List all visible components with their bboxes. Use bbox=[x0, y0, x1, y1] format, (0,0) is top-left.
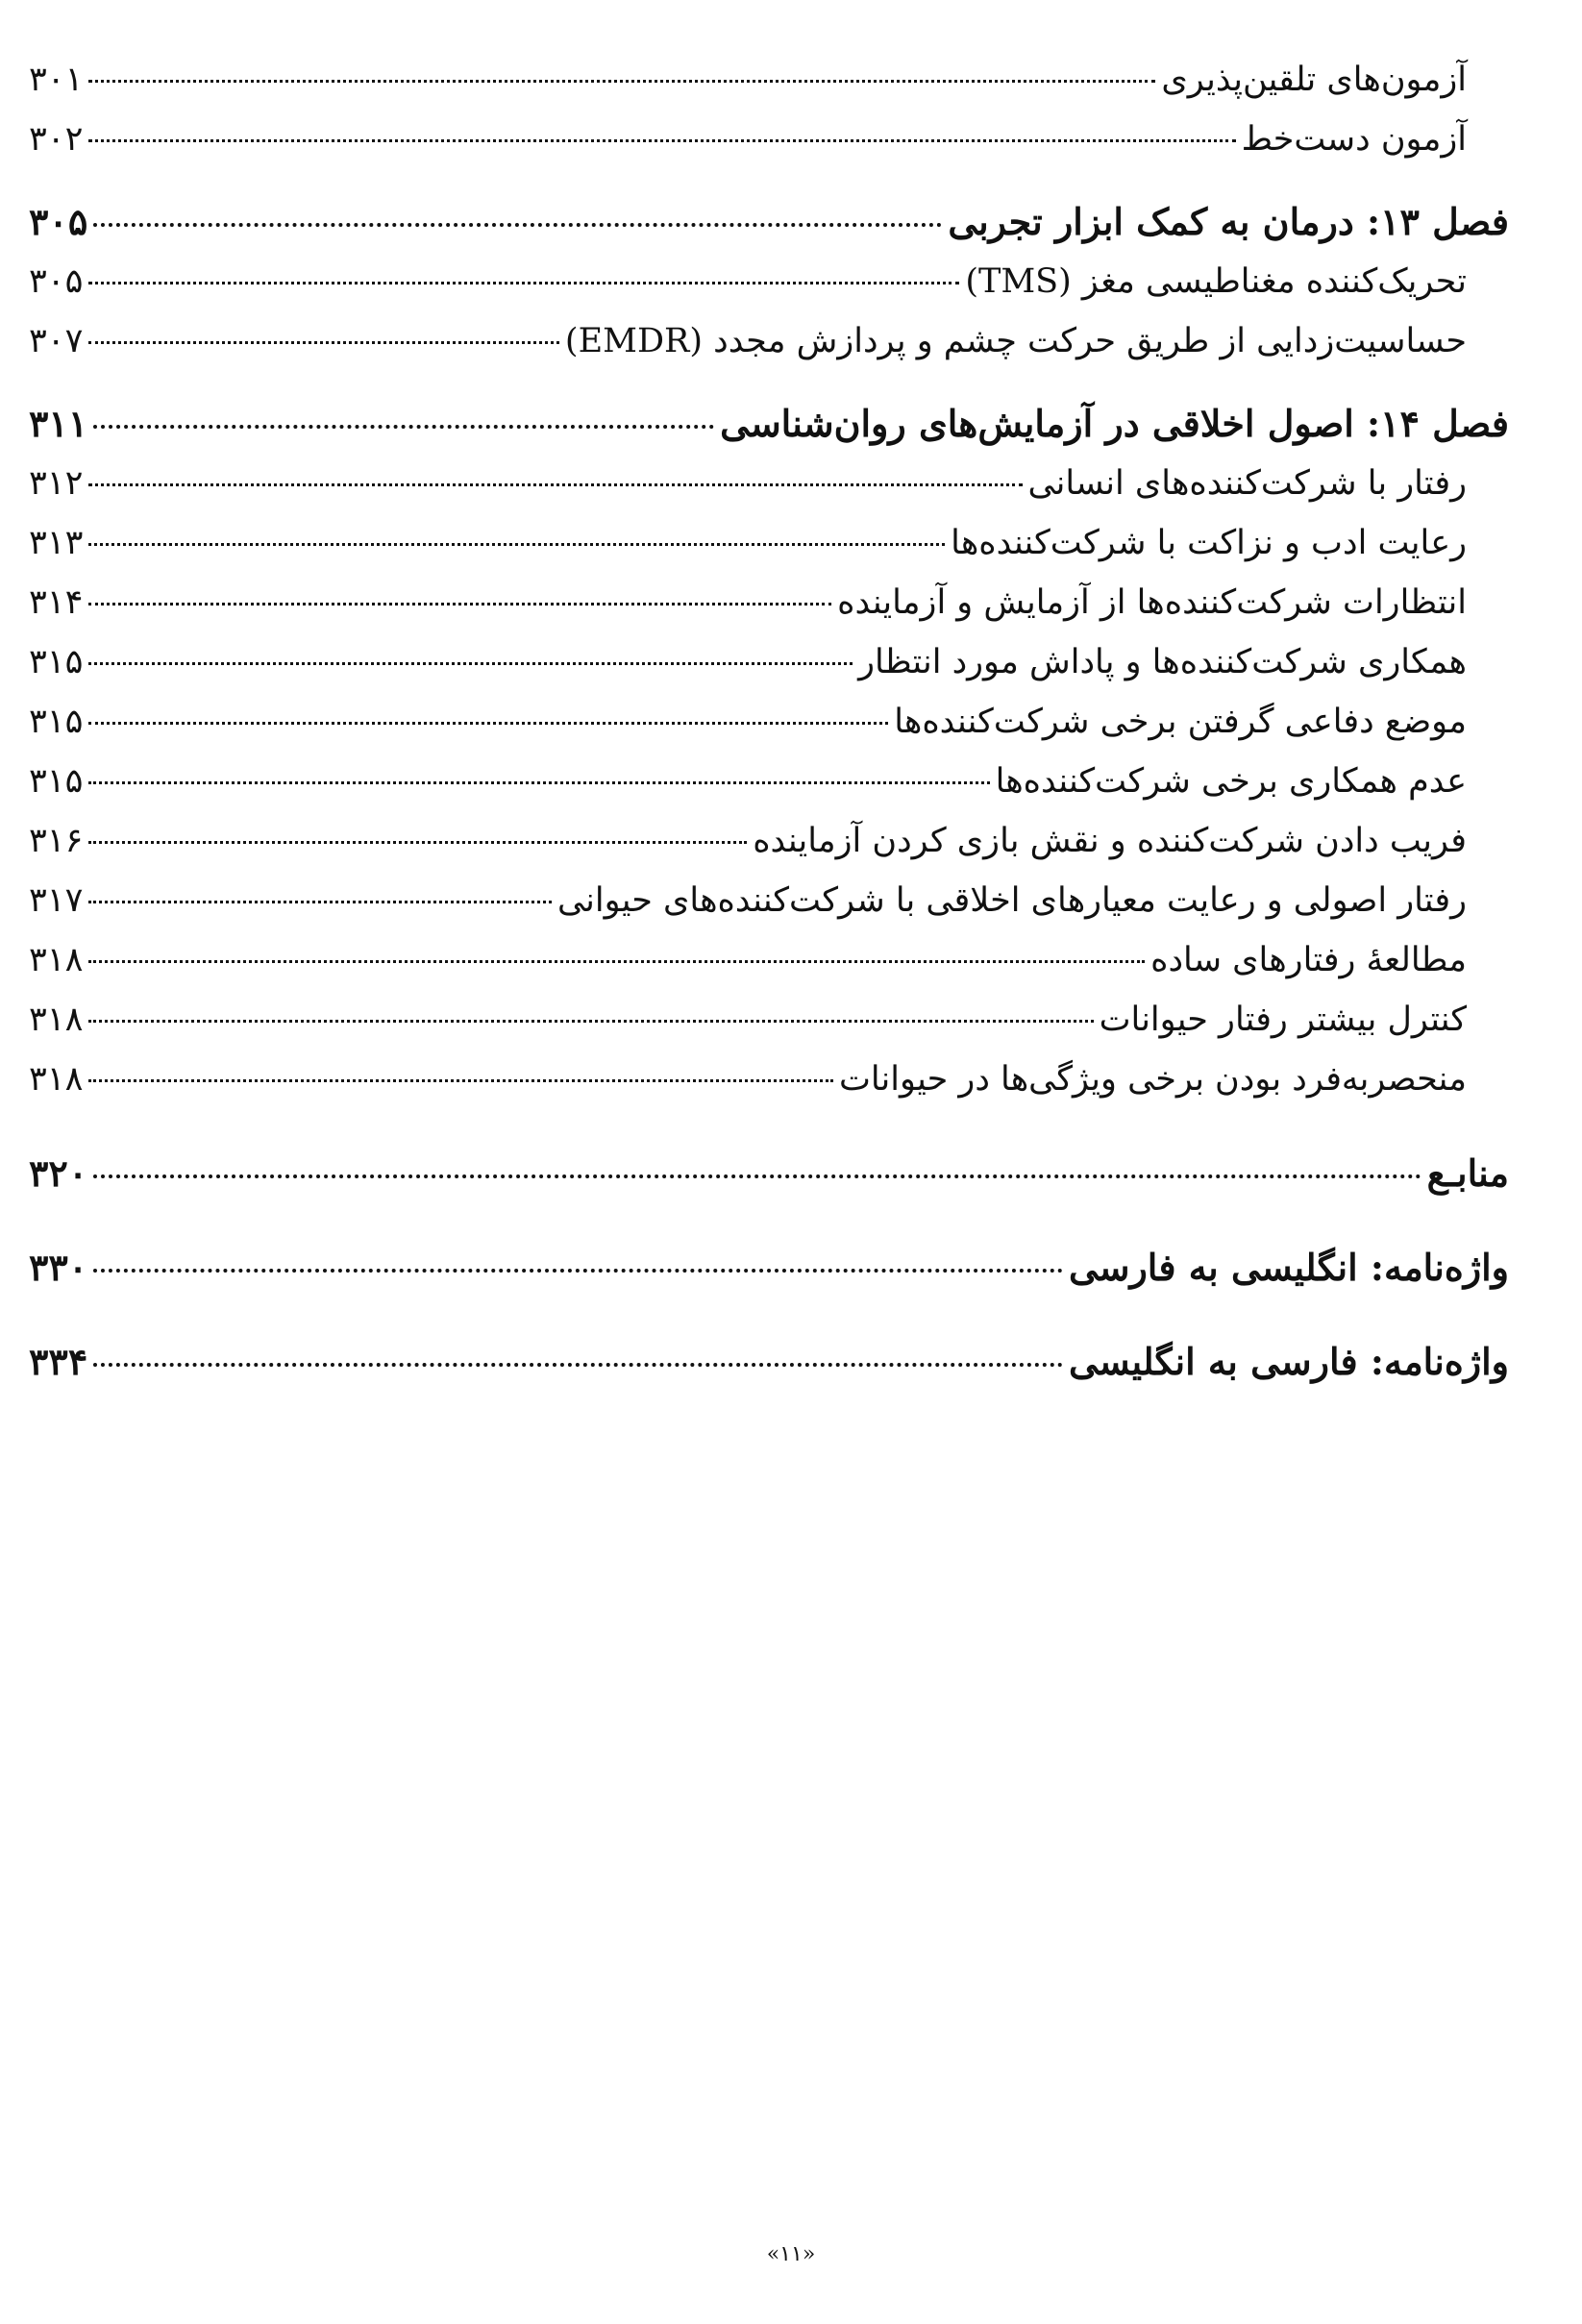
toc-entry-page: ۳۱۸ bbox=[29, 941, 84, 979]
toc-entry-title: رعایت ادب و نزاکت با شرکت‌کننده‌ها bbox=[951, 524, 1467, 562]
dot-leader bbox=[88, 341, 559, 344]
dot-leader bbox=[88, 662, 853, 665]
toc-entry-page: ۳۱۵ bbox=[29, 703, 84, 741]
dot-leader bbox=[88, 722, 888, 725]
toc-entry[interactable] bbox=[29, 811, 1509, 871]
toc-entry-page: ۳۱۸ bbox=[29, 1001, 84, 1039]
toc-chapter-entry[interactable] bbox=[29, 192, 1509, 252]
toc-chapter-entry[interactable] bbox=[29, 1332, 1509, 1392]
dot-leader bbox=[88, 139, 1235, 142]
toc-entry[interactable] bbox=[29, 573, 1509, 632]
toc-entry-page: ۳۰۵ bbox=[29, 200, 88, 243]
toc-entry-page: ۳۱۲ bbox=[29, 464, 84, 503]
toc-entry-page: ۳۳۰ bbox=[29, 1246, 88, 1289]
toc-entry[interactable] bbox=[29, 930, 1509, 990]
toc-entry-title: فریب دادن شرکت‌کننده و نقش بازی کردن آزماینده bbox=[753, 822, 1467, 860]
page-number: «۱۱» bbox=[766, 2242, 816, 2266]
toc-entry-title: مطالعهٔ رفتارهای ساده bbox=[1150, 941, 1467, 979]
dot-leader bbox=[93, 1363, 1063, 1367]
dot-leader bbox=[93, 223, 942, 227]
toc-entry-page: ۳۱۵ bbox=[29, 643, 84, 681]
toc-entry-page: ۳۱۸ bbox=[29, 1060, 84, 1099]
table-of-contents bbox=[29, 50, 1509, 1392]
toc-chapter-entry[interactable] bbox=[29, 394, 1509, 454]
toc-entry[interactable] bbox=[29, 871, 1509, 930]
toc-entry-title: منحصربه‌فرد بودن برخی ویژگی‌ها در حیوانات bbox=[838, 1060, 1467, 1099]
toc-entry[interactable] bbox=[29, 252, 1509, 311]
dot-leader bbox=[88, 1079, 833, 1082]
toc-entry[interactable] bbox=[29, 454, 1509, 513]
toc-entry[interactable] bbox=[29, 692, 1509, 752]
toc-entry-title: همکاری شرکت‌کننده‌ها و پاداش مورد انتظار bbox=[858, 643, 1467, 681]
toc-entry-title: آزمون دست‌خط bbox=[1241, 120, 1467, 159]
toc-entry-title: عدم همکاری برخی شرکت‌کننده‌ها bbox=[995, 762, 1467, 801]
toc-entry-page: ۳۱۱ bbox=[29, 402, 88, 445]
toc-entry-title: منابـع bbox=[1426, 1151, 1509, 1195]
toc-entry-page: ۳۰۲ bbox=[29, 120, 84, 159]
toc-entry-title: تحریک‌کننده مغناطیسی مغز (TMS) bbox=[965, 262, 1467, 301]
toc-entry-title: حساسیت‌زدایی از طریق حرکت چشم و پردازش مجدد (EMDR) bbox=[564, 322, 1467, 360]
toc-entry-page: ۳۱۶ bbox=[29, 822, 84, 860]
toc-chapter-entry[interactable] bbox=[29, 1238, 1509, 1298]
toc-entry[interactable] bbox=[29, 513, 1509, 573]
toc-entry-title: فصل ۱۳: درمان به کمک ابزار تجربی bbox=[948, 200, 1509, 243]
toc-entry-title: فصل ۱۴: اصول اخلاقی در آزمایش‌های روان‌شناسی bbox=[720, 402, 1509, 445]
dot-leader bbox=[93, 1174, 1421, 1178]
toc-entry[interactable] bbox=[29, 752, 1509, 811]
toc-entry-title: آزمون‌های تلقین‌پذیری bbox=[1161, 61, 1467, 99]
dot-leader bbox=[88, 901, 552, 903]
dot-leader bbox=[88, 603, 831, 606]
toc-entry[interactable] bbox=[29, 1050, 1509, 1109]
toc-entry-title: انتظارات شرکت‌کننده‌ها از آزمایش و آزماینده bbox=[837, 583, 1467, 622]
toc-entry-page: ۳۰۱ bbox=[29, 61, 84, 99]
toc-entry-page: ۳۱۳ bbox=[29, 524, 84, 562]
toc-entry-title: واژه‌نامه: فارسی به انگلیسی bbox=[1068, 1340, 1509, 1383]
dot-leader bbox=[88, 483, 1022, 486]
toc-entry-page: ۳۱۵ bbox=[29, 762, 84, 801]
toc-entry[interactable] bbox=[29, 632, 1509, 692]
dot-leader bbox=[93, 1269, 1063, 1273]
toc-entry-title: واژه‌نامه: انگلیسی به فارسی bbox=[1068, 1246, 1509, 1289]
toc-entry-title: رفتار اصولی و رعایت معیارهای اخلاقی با شرکت‌کننده‌های حیوانی bbox=[556, 881, 1467, 920]
toc-entry-page: ۳۱۴ bbox=[29, 583, 84, 622]
toc-entry[interactable] bbox=[29, 50, 1509, 110]
toc-entry-page: ۳۰۷ bbox=[29, 322, 84, 360]
toc-entry[interactable] bbox=[29, 110, 1509, 169]
toc-entry[interactable] bbox=[29, 311, 1509, 371]
toc-entry-title: موضع دفاعی گرفتن برخی شرکت‌کننده‌ها bbox=[894, 703, 1467, 741]
dot-leader bbox=[88, 282, 959, 284]
dot-leader bbox=[93, 425, 714, 429]
dot-leader bbox=[88, 781, 989, 784]
toc-entry-page: ۳۱۷ bbox=[29, 881, 84, 920]
toc-chapter-entry[interactable] bbox=[29, 1144, 1509, 1203]
dot-leader bbox=[88, 80, 1155, 83]
toc-entry-title: رفتار با شرکت‌کننده‌های انسانی bbox=[1027, 464, 1467, 503]
toc-entry-page: ۳۲۰ bbox=[29, 1151, 88, 1195]
dot-leader bbox=[88, 1020, 1093, 1023]
toc-entry-title: کنترل بیشتر رفتار حیوانات bbox=[1099, 1001, 1467, 1039]
toc-entry-page: ۳۰۵ bbox=[29, 262, 84, 301]
toc-entry[interactable] bbox=[29, 990, 1509, 1050]
dot-leader bbox=[88, 841, 747, 844]
dot-leader bbox=[88, 960, 1145, 963]
dot-leader bbox=[88, 543, 945, 546]
toc-entry-page: ۳۳۴ bbox=[29, 1340, 88, 1383]
